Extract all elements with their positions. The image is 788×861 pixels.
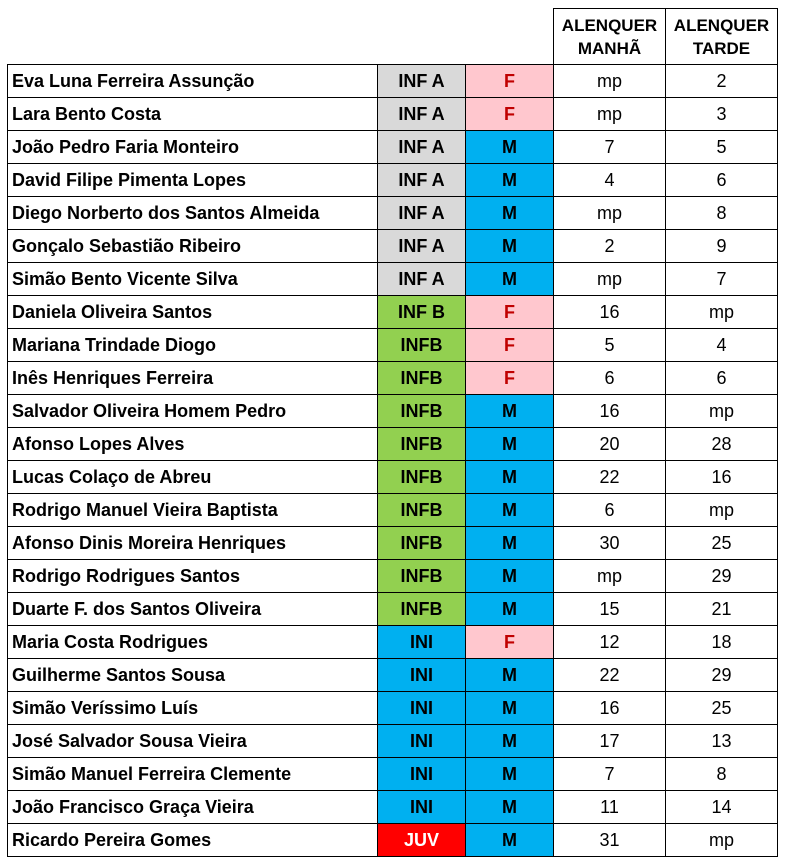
table-row [8, 395, 778, 428]
manha-value: mp [554, 560, 666, 593]
manha-value: mp [554, 98, 666, 131]
table-row [8, 527, 778, 560]
tarde-value: 14 [666, 791, 778, 824]
manha-value: mp [554, 263, 666, 296]
escalao-cell: INI [378, 791, 466, 824]
genero-cell: M [466, 494, 554, 527]
genero-cell: F [466, 329, 554, 362]
genero-cell: M [466, 461, 554, 494]
table-row [8, 824, 778, 857]
genero-cell: M [466, 824, 554, 857]
genero-cell: M [466, 527, 554, 560]
manha-value: 12 [554, 626, 666, 659]
genero-cell: F [466, 362, 554, 395]
athlete-name: David Filipe Pimenta Lopes [8, 164, 378, 197]
table-row [8, 692, 778, 725]
genero-cell: M [466, 395, 554, 428]
tarde-value: 8 [666, 758, 778, 791]
athlete-name: Afonso Lopes Alves [8, 428, 378, 461]
athlete-name: Inês Henriques Ferreira [8, 362, 378, 395]
manha-value: 7 [554, 758, 666, 791]
escalao-cell: INI [378, 725, 466, 758]
escalao-cell: INFB [378, 329, 466, 362]
header-alenquer-tarde [666, 9, 778, 65]
manha-value: 22 [554, 659, 666, 692]
escalao-cell: JUV [378, 824, 466, 857]
tarde-value: 29 [666, 659, 778, 692]
tarde-value: 21 [666, 593, 778, 626]
athlete-name: João Pedro Faria Monteiro [8, 131, 378, 164]
athlete-name: Ricardo Pereira Gomes [8, 824, 378, 857]
genero-cell: M [466, 230, 554, 263]
athlete-name: Rodrigo Manuel Vieira Baptista [8, 494, 378, 527]
tarde-value: 9 [666, 230, 778, 263]
escalao-cell: INF A [378, 230, 466, 263]
manha-value: 31 [554, 824, 666, 857]
escalao-cell: INFB [378, 362, 466, 395]
table-row [8, 197, 778, 230]
tarde-value: 18 [666, 626, 778, 659]
athlete-name: Maria Costa Rodrigues [8, 626, 378, 659]
manha-value: 2 [554, 230, 666, 263]
tarde-value: 16 [666, 461, 778, 494]
tarde-value: 2 [666, 65, 778, 98]
genero-cell: M [466, 791, 554, 824]
genero-cell: M [466, 725, 554, 758]
escalao-cell: INFB [378, 593, 466, 626]
manha-value: 7 [554, 131, 666, 164]
tarde-value: 8 [666, 197, 778, 230]
manha-value: 16 [554, 296, 666, 329]
tarde-value: 29 [666, 560, 778, 593]
athlete-name: Lucas Colaço de Abreu [8, 461, 378, 494]
table-row [8, 725, 778, 758]
genero-cell: F [466, 296, 554, 329]
genero-cell: M [466, 659, 554, 692]
manha-value: 5 [554, 329, 666, 362]
tarde-value: mp [666, 395, 778, 428]
tarde-value: 6 [666, 164, 778, 197]
table-row [8, 296, 778, 329]
manha-value: 16 [554, 692, 666, 725]
escalao-cell: INF A [378, 263, 466, 296]
athlete-name: Simão Manuel Ferreira Clemente [8, 758, 378, 791]
escalao-cell: INF B [378, 296, 466, 329]
header-manha-line1: ALENQUER [561, 15, 658, 35]
athlete-name: Simão Bento Vicente Silva [8, 263, 378, 296]
table-row [8, 659, 778, 692]
escalao-cell: INI [378, 626, 466, 659]
athlete-name: João Francisco Graça Vieira [8, 791, 378, 824]
table-row [8, 98, 778, 131]
athlete-name: José Salvador Sousa Vieira [8, 725, 378, 758]
manha-value: 20 [554, 428, 666, 461]
genero-cell: F [466, 65, 554, 98]
table-row [8, 428, 778, 461]
manha-value: mp [554, 65, 666, 98]
header-tarde-line1: ALENQUER [673, 15, 770, 35]
athlete-name: Rodrigo Rodrigues Santos [8, 560, 378, 593]
table-row [8, 758, 778, 791]
table-row [8, 65, 778, 98]
genero-cell: M [466, 131, 554, 164]
escalao-cell: INF A [378, 98, 466, 131]
escalao-cell: INFB [378, 560, 466, 593]
genero-cell: M [466, 428, 554, 461]
tarde-value: mp [666, 824, 778, 857]
table-body [8, 65, 778, 857]
escalao-cell: INFB [378, 395, 466, 428]
athlete-name: Simão Veríssimo Luís [8, 692, 378, 725]
header-tarde-line2: TARDE [692, 38, 751, 58]
tarde-value: mp [666, 494, 778, 527]
genero-cell: M [466, 560, 554, 593]
athlete-name: Mariana Trindade Diogo [8, 329, 378, 362]
manha-value: 6 [554, 362, 666, 395]
tarde-value: 4 [666, 329, 778, 362]
tarde-value: 25 [666, 527, 778, 560]
genero-cell: M [466, 692, 554, 725]
header-manha-line2: MANHÃ [577, 38, 642, 58]
manha-value: 4 [554, 164, 666, 197]
table-row [8, 593, 778, 626]
genero-cell: F [466, 98, 554, 131]
athlete-name: Daniela Oliveira Santos [8, 296, 378, 329]
escalao-cell: INF A [378, 164, 466, 197]
escalao-cell: INF A [378, 131, 466, 164]
header-alenquer-manha [554, 9, 666, 65]
table-row [8, 329, 778, 362]
athlete-name: Afonso Dinis Moreira Henriques [8, 527, 378, 560]
tarde-value: 13 [666, 725, 778, 758]
athlete-name: Salvador Oliveira Homem Pedro [8, 395, 378, 428]
manha-value: 11 [554, 791, 666, 824]
genero-cell: M [466, 197, 554, 230]
tarde-value: 7 [666, 263, 778, 296]
manha-value: 22 [554, 461, 666, 494]
table-row [8, 131, 778, 164]
tarde-value: 6 [666, 362, 778, 395]
escalao-cell: INFB [378, 527, 466, 560]
athlete-name: Lara Bento Costa [8, 98, 378, 131]
genero-cell: M [466, 593, 554, 626]
table-row [8, 164, 778, 197]
genero-cell: M [466, 263, 554, 296]
manha-value: mp [554, 197, 666, 230]
tarde-value: mp [666, 296, 778, 329]
header-row [8, 9, 778, 65]
genero-cell: M [466, 758, 554, 791]
escalao-cell: INFB [378, 461, 466, 494]
escalao-cell: INF A [378, 197, 466, 230]
manha-value: 30 [554, 527, 666, 560]
athlete-name: Eva Luna Ferreira Assunção [8, 65, 378, 98]
tarde-value: 5 [666, 131, 778, 164]
tarde-value: 3 [666, 98, 778, 131]
manha-value: 15 [554, 593, 666, 626]
athlete-name: Guilherme Santos Sousa [8, 659, 378, 692]
results-table [7, 8, 778, 857]
table-row [8, 362, 778, 395]
manha-value: 6 [554, 494, 666, 527]
table-row [8, 230, 778, 263]
table-row [8, 560, 778, 593]
table-row [8, 263, 778, 296]
escalao-cell: INI [378, 758, 466, 791]
tarde-value: 28 [666, 428, 778, 461]
table-row [8, 626, 778, 659]
table-row [8, 791, 778, 824]
athlete-name: Duarte F. dos Santos Oliveira [8, 593, 378, 626]
athlete-name: Gonçalo Sebastião Ribeiro [8, 230, 378, 263]
manha-value: 16 [554, 395, 666, 428]
escalao-cell: INFB [378, 428, 466, 461]
athlete-name: Diego Norberto dos Santos Almeida [8, 197, 378, 230]
escalao-cell: INFB [378, 494, 466, 527]
escalao-cell: INF A [378, 65, 466, 98]
manha-value: 17 [554, 725, 666, 758]
table-row [8, 494, 778, 527]
escalao-cell: INI [378, 659, 466, 692]
genero-cell: M [466, 164, 554, 197]
escalao-cell: INI [378, 692, 466, 725]
genero-cell: F [466, 626, 554, 659]
header-blank [8, 9, 554, 65]
tarde-value: 25 [666, 692, 778, 725]
table-row [8, 461, 778, 494]
